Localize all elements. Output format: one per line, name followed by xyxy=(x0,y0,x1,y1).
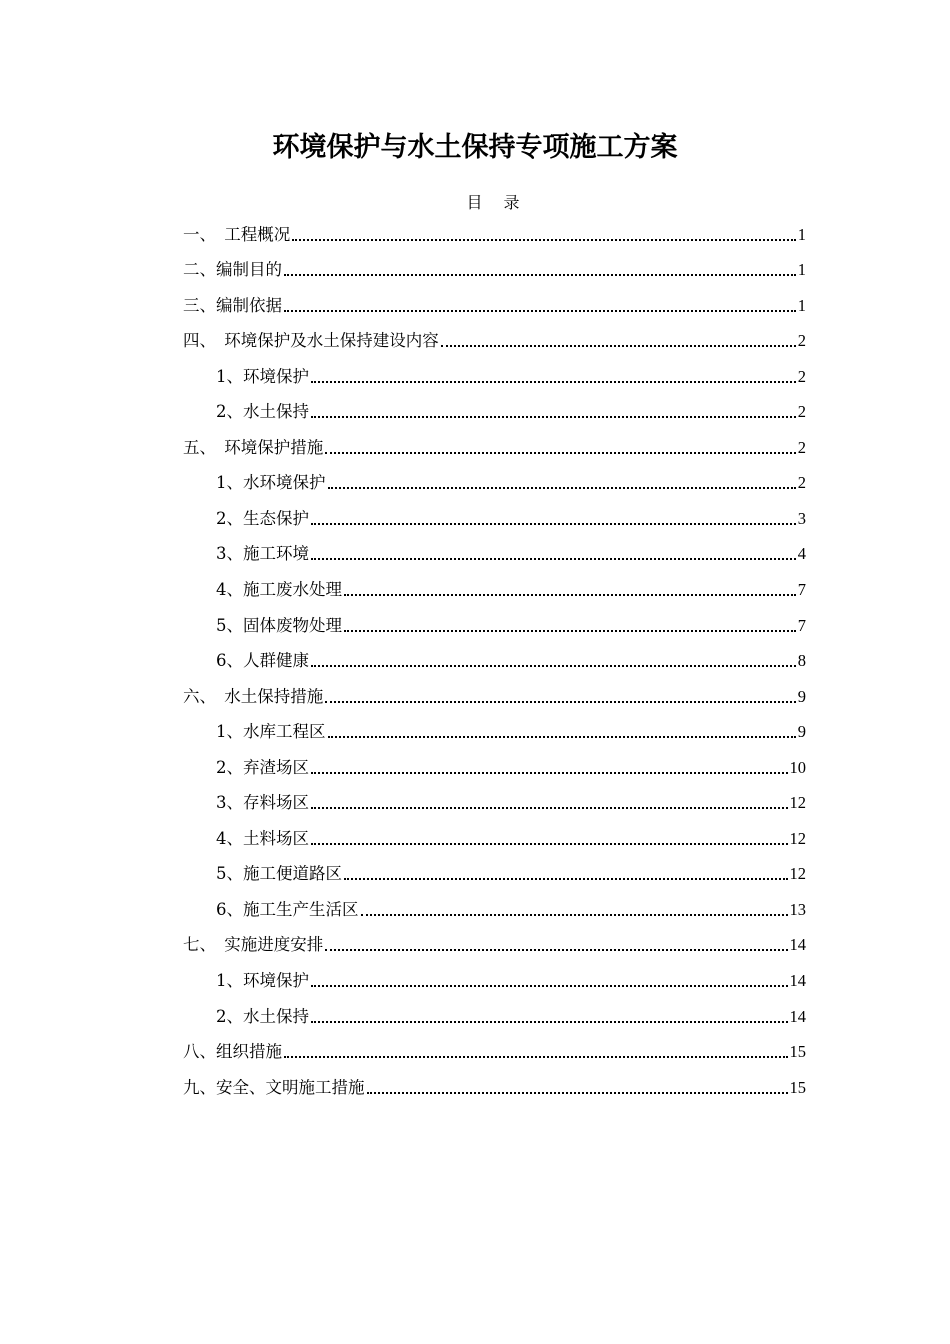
toc-entry[interactable] xyxy=(183,495,806,531)
toc-entry[interactable] xyxy=(183,389,806,425)
toc-dot-leader xyxy=(284,310,796,312)
toc-entry[interactable] xyxy=(183,709,806,745)
toc-page-number: 1 xyxy=(797,295,806,315)
toc-entry[interactable] xyxy=(183,744,806,780)
toc-entry-title: 六、 水土保持措施 xyxy=(183,686,324,706)
toc-entry-title: 6、施工生产生活区 xyxy=(216,899,359,919)
toc-entry-title: 九、安全、文明施工措施 xyxy=(183,1077,365,1097)
toc-dot-leader xyxy=(344,878,788,880)
toc-page-number: 9 xyxy=(797,686,806,706)
toc-page-number: 8 xyxy=(797,651,806,671)
toc-entry[interactable] xyxy=(183,673,806,709)
toc-entry[interactable] xyxy=(183,780,806,816)
toc-dot-leader xyxy=(284,274,796,276)
toc-dot-leader xyxy=(311,416,796,418)
toc-dot-leader xyxy=(325,452,796,454)
toc-entry-title: 4、土料场区 xyxy=(216,828,309,848)
toc-heading: 目 录 xyxy=(466,193,528,212)
toc-entry[interactable] xyxy=(183,353,806,389)
toc-entry[interactable] xyxy=(183,211,806,247)
toc-dot-leader xyxy=(328,736,796,738)
toc-page-number: 1 xyxy=(797,224,806,244)
toc-entry[interactable] xyxy=(183,1064,806,1100)
toc-dot-leader xyxy=(361,914,788,916)
toc-entry-title: 3、施工环境 xyxy=(216,544,309,564)
toc-entry[interactable] xyxy=(183,851,806,887)
toc-page-number: 2 xyxy=(797,402,806,422)
toc-page-number: 1 xyxy=(797,260,806,280)
toc-dot-leader xyxy=(344,594,796,596)
toc-entry-title: 4、施工废水处理 xyxy=(216,580,342,600)
toc-dot-leader xyxy=(311,772,788,774)
toc-page-number: 2 xyxy=(797,366,806,386)
toc-dot-leader xyxy=(292,239,796,241)
toc-page-number: 12 xyxy=(789,828,806,848)
toc-entry[interactable] xyxy=(183,566,806,602)
toc-page-number: 2 xyxy=(797,473,806,493)
toc-dot-leader xyxy=(325,949,787,951)
toc-entry[interactable] xyxy=(183,460,806,496)
toc-entry-title: 1、环境保护 xyxy=(216,971,309,991)
toc-entry-title: 2、生态保护 xyxy=(216,508,309,528)
toc-page-number: 14 xyxy=(789,935,806,955)
toc-entry-title: 6、人群健康 xyxy=(216,651,309,671)
toc-entry-title: 2、水土保持 xyxy=(216,1006,309,1026)
toc-entry[interactable] xyxy=(183,886,806,922)
toc-entry[interactable] xyxy=(183,638,806,674)
toc-entry[interactable] xyxy=(183,247,806,283)
toc-page-number: 13 xyxy=(789,899,806,919)
toc-entry[interactable] xyxy=(183,957,806,993)
toc-page-number: 12 xyxy=(789,793,806,813)
toc-entry-title: 二、编制目的 xyxy=(183,260,282,280)
toc-page-number: 15 xyxy=(789,1042,806,1062)
document-title: 环境保护与水土保持专项施工方案 xyxy=(272,132,678,163)
toc-entry[interactable] xyxy=(183,318,806,354)
toc-entry-title: 1、水环境保护 xyxy=(216,473,326,493)
toc-page-number: 2 xyxy=(797,437,806,457)
toc-entry[interactable] xyxy=(183,282,806,318)
toc-entry[interactable] xyxy=(183,424,806,460)
toc-dot-leader xyxy=(325,701,796,703)
toc-entry[interactable] xyxy=(183,815,806,851)
toc-page-number: 4 xyxy=(797,544,806,564)
toc-dot-leader xyxy=(441,345,796,347)
toc-entry-title: 一、 工程概况 xyxy=(183,224,291,244)
toc-dot-leader xyxy=(311,665,796,667)
toc-page-number: 9 xyxy=(797,722,806,742)
toc-entry-title: 五、 环境保护措施 xyxy=(183,437,324,457)
toc-entry-title: 八、组织措施 xyxy=(183,1042,282,1062)
toc-dot-leader xyxy=(367,1092,788,1094)
toc-page-number: 7 xyxy=(797,580,806,600)
toc-dot-leader xyxy=(344,630,796,632)
toc-entry-title: 七、 实施进度安排 xyxy=(183,935,324,955)
toc-entry-title: 1、水库工程区 xyxy=(216,722,326,742)
toc-dot-leader xyxy=(311,1021,788,1023)
toc-dot-leader xyxy=(328,487,796,489)
toc-dot-leader xyxy=(311,558,796,560)
toc-entry-title: 5、施工便道路区 xyxy=(216,864,342,884)
toc-page-number: 10 xyxy=(789,757,806,777)
toc-dot-leader xyxy=(311,381,796,383)
toc-entry[interactable] xyxy=(183,602,806,638)
toc-entry-title: 5、固体废物处理 xyxy=(216,615,342,635)
toc-page-number: 14 xyxy=(789,1006,806,1026)
toc-dot-leader xyxy=(311,807,788,809)
toc-entry-title: 3、存料场区 xyxy=(216,793,309,813)
toc-entry-title: 2、弃渣场区 xyxy=(216,757,309,777)
toc-entry-title: 1、环境保护 xyxy=(216,366,309,386)
toc-entry-title: 2、水土保持 xyxy=(216,402,309,422)
toc-entry[interactable] xyxy=(183,993,806,1029)
toc-page-number: 2 xyxy=(797,331,806,351)
toc-entry[interactable] xyxy=(183,531,806,567)
toc-page-number: 12 xyxy=(789,864,806,884)
toc-dot-leader xyxy=(311,523,796,525)
toc-entry-title: 四、 环境保护及水土保持建设内容 xyxy=(183,331,439,351)
toc-dot-leader xyxy=(311,843,788,845)
toc-dot-leader xyxy=(311,985,788,987)
toc-entry[interactable] xyxy=(183,922,806,958)
toc-page-number: 3 xyxy=(797,508,806,528)
toc-page-number: 14 xyxy=(789,971,806,991)
toc-page-number: 7 xyxy=(797,615,806,635)
toc-dot-leader xyxy=(284,1056,788,1058)
toc-entry[interactable] xyxy=(183,1029,806,1065)
table-of-contents xyxy=(183,211,806,1100)
toc-page-number: 15 xyxy=(789,1077,806,1097)
toc-entry-title: 三、编制依据 xyxy=(183,295,282,315)
